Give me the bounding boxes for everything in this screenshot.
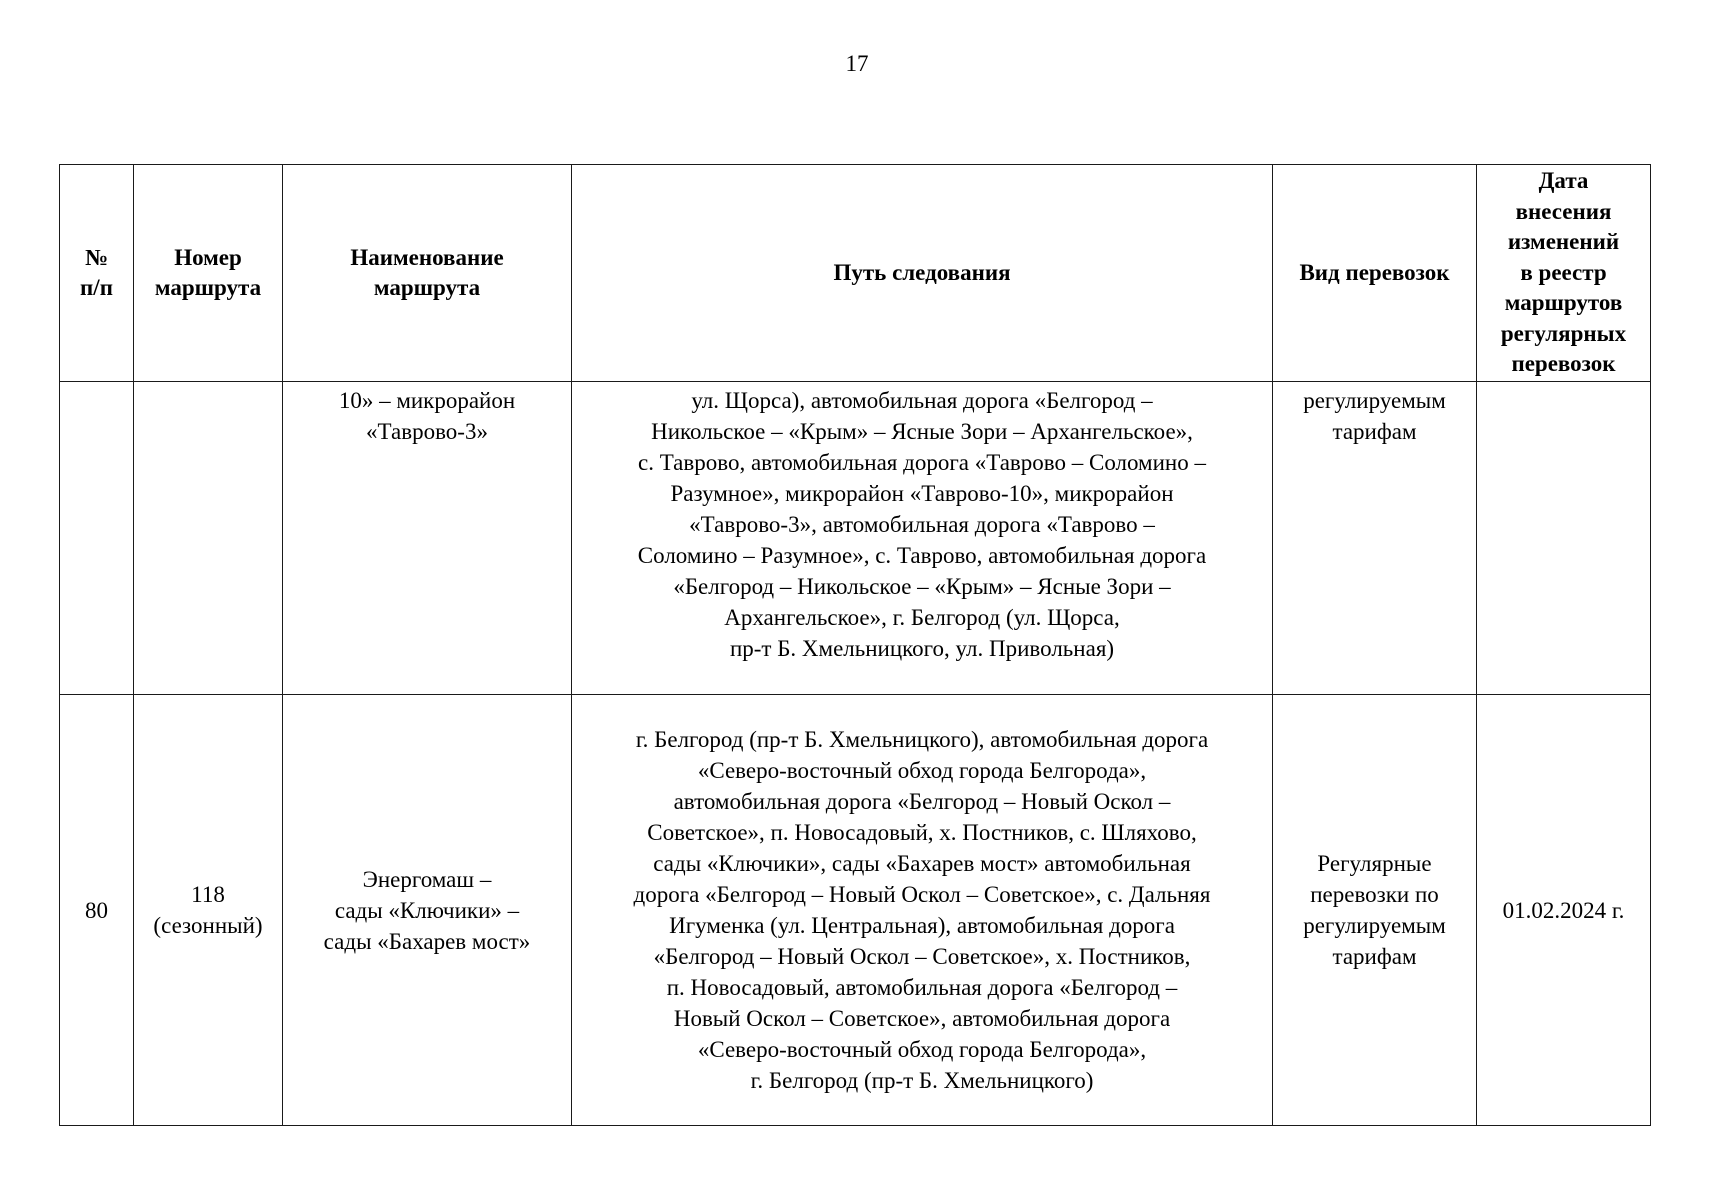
cell-text-line: 10» – микрорайон (338, 388, 516, 413)
cell-path (572, 695, 1273, 1126)
cell-text-line: тарифам (1332, 419, 1417, 444)
cell-text-line: «Таврово-3» (366, 419, 488, 444)
cell-text-line: «Белгород – Новый Оскол – Советское», х. Постников, (653, 944, 1191, 969)
table-row (60, 695, 1651, 1126)
cell-text-line: Новый Оскол – Советское», автомобильная дорога (673, 1006, 1171, 1031)
cell-text-line: Никольское – «Крым» – Ясные Зори – Архангельское», (651, 419, 1193, 444)
cell-text-line: регулируемым (1303, 388, 1446, 413)
cell-date (1477, 382, 1651, 695)
cell-num (60, 382, 134, 695)
cell-date (1477, 695, 1651, 1126)
cell-text-line: г. Белгород (пр-т Б. Хмельницкого), автомобильная дорога (635, 727, 1209, 752)
cell-text-line: Советское», п. Новосадовый, х. Постников, с. Шляхово, (647, 820, 1197, 845)
cell-text-line: дорога «Белгород – Новый Оскол – Советское», с. Дальняя (633, 882, 1211, 907)
cell-text-line: Наименование (350, 245, 504, 270)
cell-text-line: маршрутов (1504, 290, 1623, 316)
cell-text-line: в реестр (1520, 259, 1607, 285)
cell-route-name (283, 695, 572, 1126)
header-date (1477, 165, 1651, 382)
cell-text-line: пр-т Б. Хмельницкого, ул. Привольная) (729, 636, 1115, 661)
cell-text-line: Регулярные (1317, 851, 1432, 876)
cell-text-line: сады «Бахарев мост» (323, 928, 531, 954)
cell-text-line: сады «Ключики» – (334, 897, 520, 923)
cell-text-line: г. Белгород (пр-т Б. Хмельницкого) (750, 1068, 1094, 1093)
cell-num (60, 695, 134, 1126)
cell-text-line: Игуменка (ул. Центральная), автомобильная дорога (669, 913, 1175, 938)
cell-text-line: 01.02.2024 г. (1502, 897, 1625, 923)
header-route-number (134, 165, 283, 382)
cell-text-line: регулируемым (1303, 913, 1446, 938)
cell-text-line: ул. Щорса), автомобильная дорога «Белгород – (691, 388, 1153, 413)
cell-text-line: «Белгород – Никольское – «Крым» – Ясные Зори – (673, 574, 1171, 599)
cell-text-line: с. Таврово, автомобильная дорога «Таврово – Соломино – (638, 450, 1206, 475)
cell-text-line: перевозок (1511, 351, 1616, 377)
header-path (572, 165, 1273, 382)
cell-route-name (283, 382, 572, 695)
cell-text-line: изменений (1507, 229, 1620, 255)
routes-table (59, 164, 1651, 1126)
cell-text-line: Разумное», микрорайон «Таврово-10», микрорайон (670, 481, 1174, 506)
cell-text-line: маршрута (373, 275, 481, 300)
cell-transport-type (1273, 695, 1477, 1126)
cell-text-line: сады «Ключики», сады «Бахарев мост» автомобильная (653, 851, 1191, 876)
cell-text-line: Вид перевозок (1299, 260, 1450, 285)
page-number: 17 (845, 51, 869, 76)
cell-text-line: № (84, 245, 109, 270)
cell-transport-type (1273, 382, 1477, 695)
cell-route-number (134, 382, 283, 695)
cell-text-line: автомобильная дорога «Белгород – Новый Оскол – (673, 789, 1171, 814)
header-transport-type (1273, 165, 1477, 382)
cell-text-line: перевозки по (1310, 882, 1439, 907)
cell-text-line: Дата (1538, 168, 1589, 194)
cell-text-line: (сезонный) (153, 913, 263, 938)
cell-text-line: 118 (191, 882, 225, 907)
header-row (60, 165, 1651, 382)
cell-text-line: 80 (85, 897, 108, 923)
cell-route-number (134, 695, 283, 1126)
cell-text-line: «Таврово-3», автомобильная дорога «Таврово – (689, 512, 1155, 537)
cell-text-line: маршрута (154, 275, 262, 300)
table-row (60, 382, 1651, 695)
cell-text-line: внесения (1515, 198, 1612, 224)
cell-text-line: п. Новосадовый, автомобильная дорога «Белгород – (666, 975, 1178, 1000)
cell-text-line: Путь следования (833, 260, 1011, 285)
cell-text-line: Архангельское», г. Белгород (ул. Щорса, (724, 605, 1120, 630)
cell-text-line: Энергомаш – (362, 866, 492, 892)
cell-text-line: «Северо-восточный обход города Белгорода», (697, 1037, 1147, 1062)
cell-path (572, 382, 1273, 695)
cell-text-line: «Северо-восточный обход города Белгорода», (697, 758, 1147, 783)
cell-text-line: Соломино – Разумное», с. Таврово, автомобильная дорога (637, 543, 1207, 568)
cell-text-line: п/п (80, 275, 113, 300)
cell-text-line: Номер (174, 245, 242, 270)
header-route-name (283, 165, 572, 382)
cell-text-line: тарифам (1332, 944, 1417, 969)
cell-text-line: регулярных (1500, 320, 1627, 346)
header-num (60, 165, 134, 382)
